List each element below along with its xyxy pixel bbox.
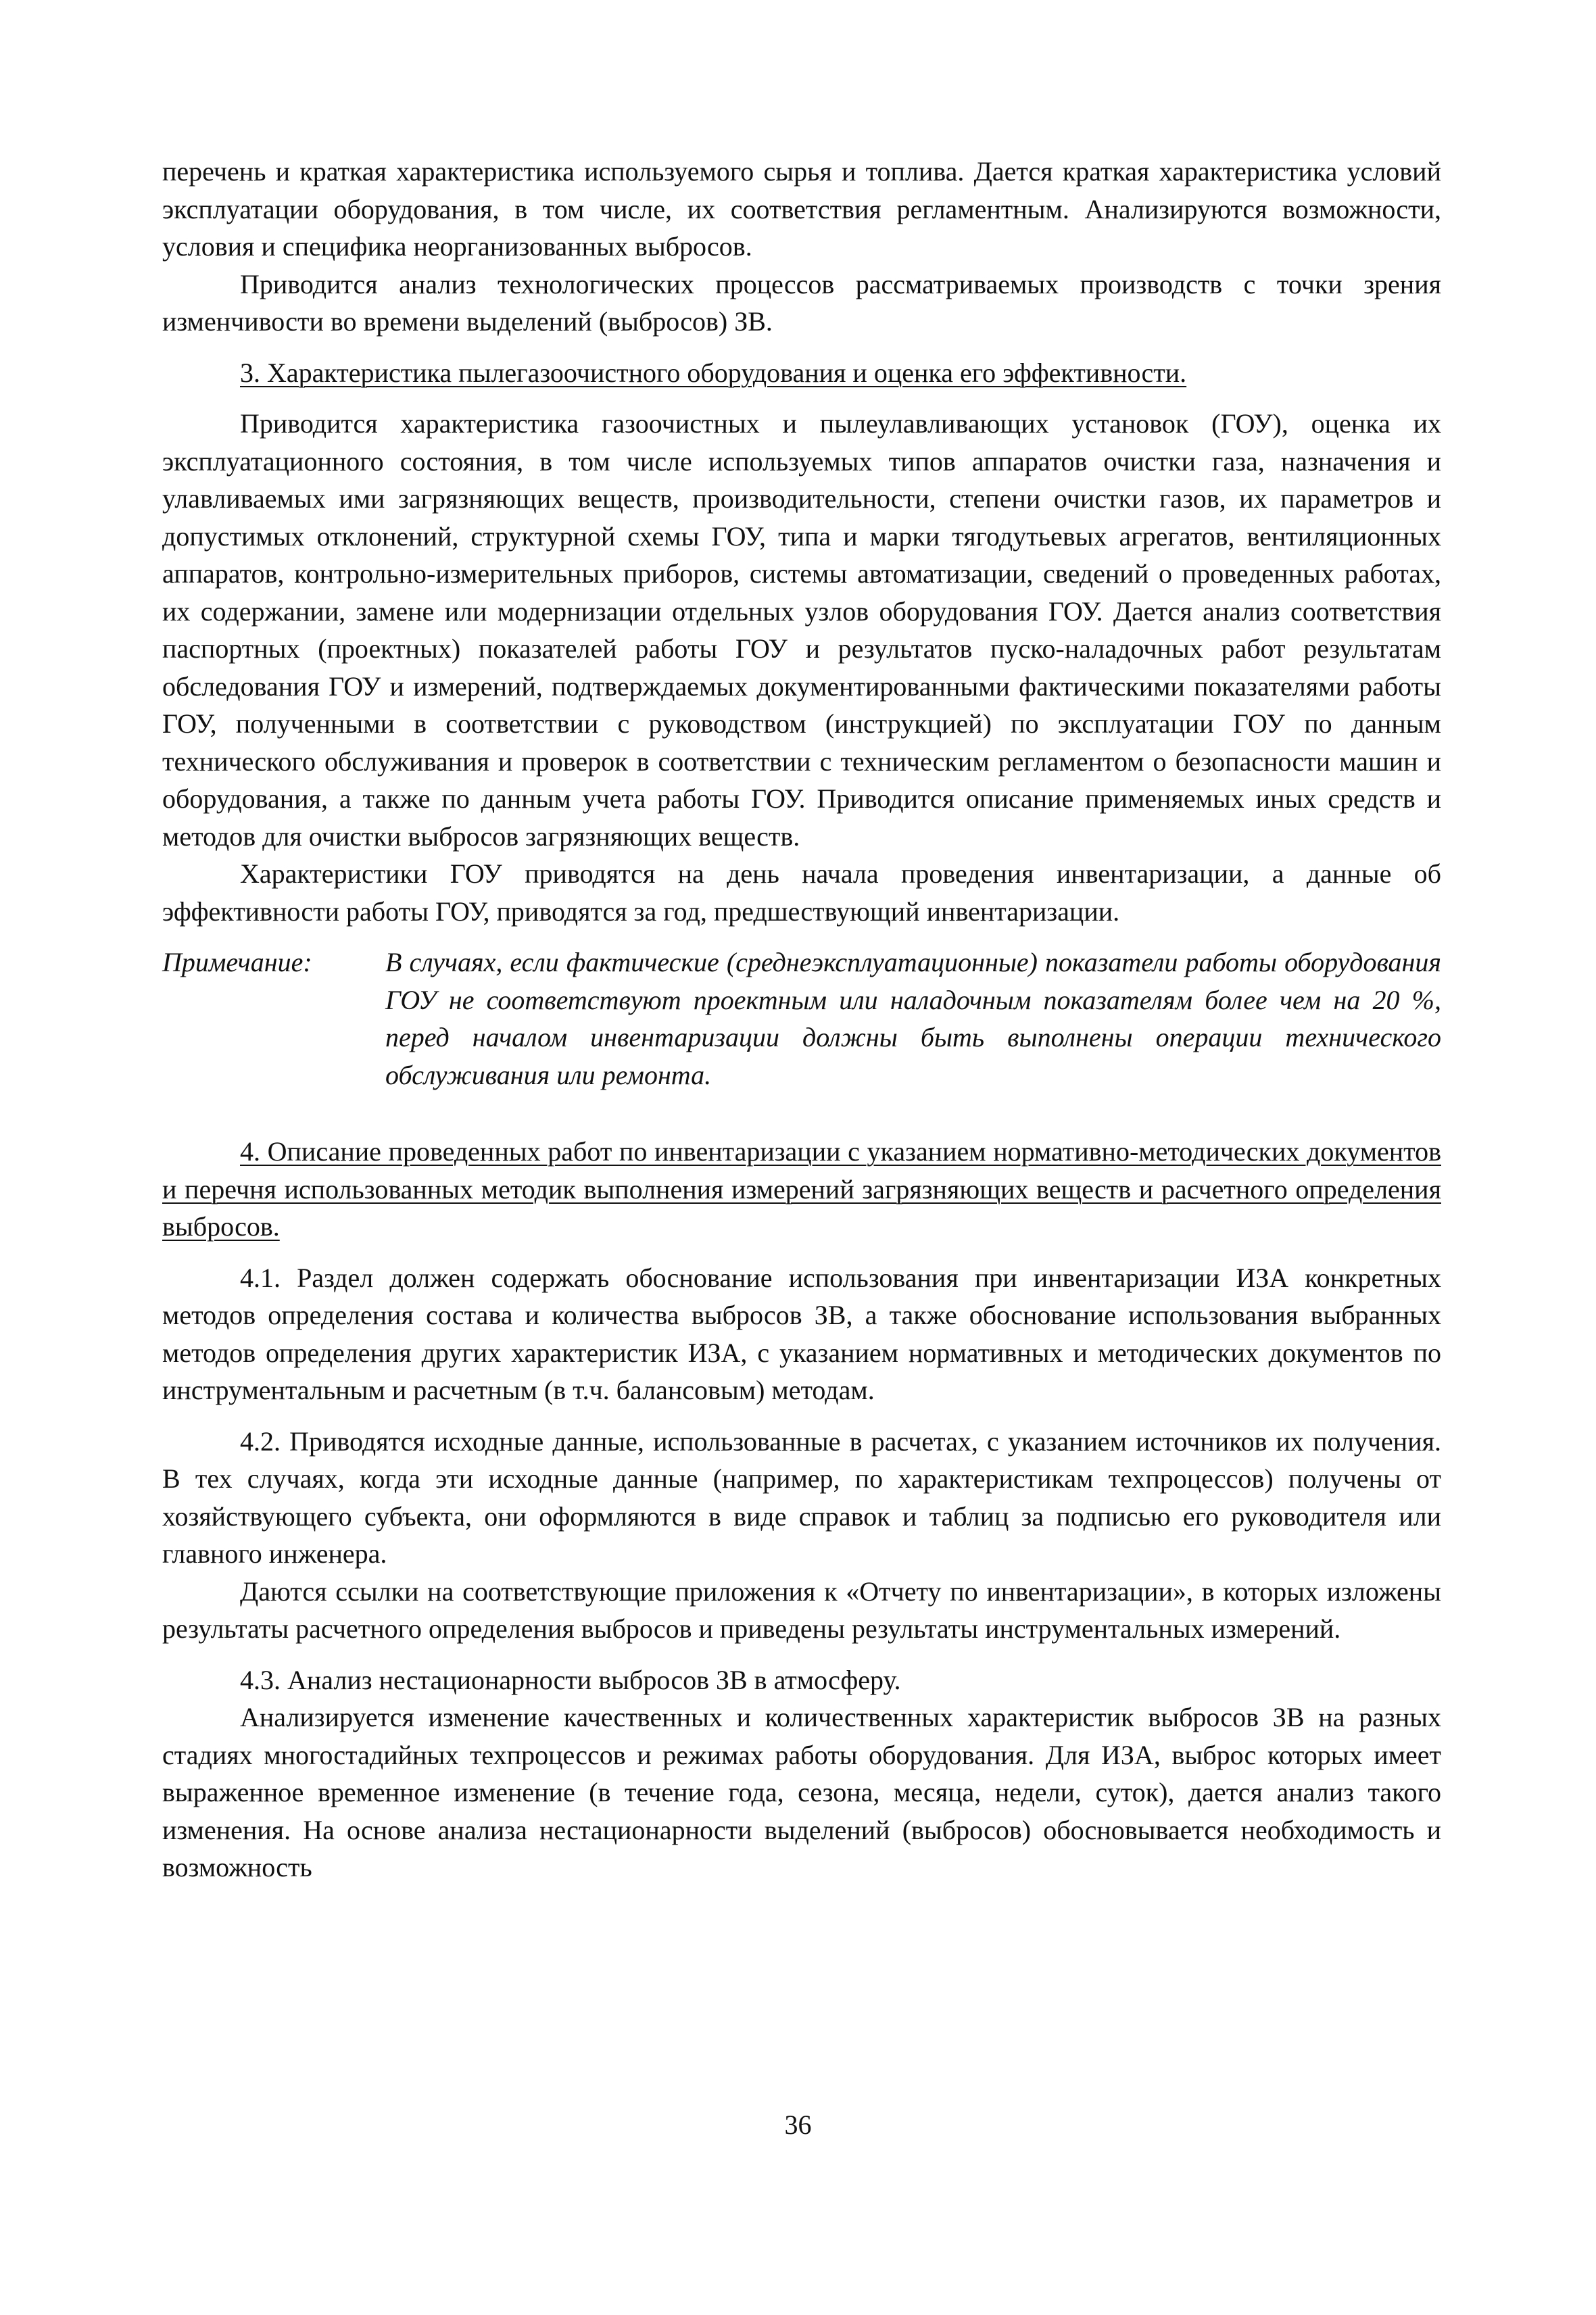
note-label: Примечание: — [162, 947, 312, 977]
paragraph-gou-dates: Характеристики ГОУ приводятся на день начала проведения инвентаризации, а данные об эффективности работы ГОУ, приводятся за год, предшествующий инвентаризации. — [162, 858, 1441, 927]
paragraph-4-1: 4.1. Раздел должен содержать обоснование использования при инвентаризации ИЗА конкретных методов определения состава и количества выбросов ЗВ, а также обоснование использования выбранных методов определения других характеристик ИЗА, с указанием нормативных и методических документов по инструментальным и расчетным (в т.ч. балансовым) методам. — [162, 1262, 1441, 1405]
section-4-heading-text: 4. Описание проведенных работ по инвентаризации с указанием нормативно-методических документов и перечня использованных методик выполнения измерений загрязняющих веществ и расчетного определения выбросов. — [162, 1136, 1441, 1242]
paragraph-4-2-references: Даются ссылки на соответствующие приложения к «Отчету по инвентаризации», в которых изложены результаты расчетного определения выбросов и приведены результаты инструментальных измерений. — [162, 1576, 1441, 1644]
paragraph-4-2: 4.2. Приводятся исходные данные, использованные в расчетах, с указанием источников их получения. В тех случаях, когда эти исходные данные (например, по характеристикам техпроцессов) получены от хозяйствующего субъекта, они оформляются в виде справок и таблиц за подписью его руководителя или главного инженера. — [162, 1425, 1441, 1569]
note-block — [162, 944, 1441, 1094]
paragraph-raw-materials: перечень и краткая характеристика используемого сырья и топлива. Дается краткая характеристика условий эксплуатации оборудования, в том числе, их соответствия регламентным. Анализируются возможности, условия и специфика неорганизованных выбросов. — [162, 156, 1441, 262]
paragraph-4-3-analysis: Анализируется изменение качественных и количественных характеристик выбросов ЗВ на разных стадиях многостадийных техпроцессов и режимах работы оборудования. Для ИЗА, выброс которых имеет выраженное временное изменение (в течение года, сезона, месяца, недели, суток), дается анализ такого изменения. На основе анализа нестационарности выделений (выбросов) обосновывается необходимость и возможность — [162, 1702, 1441, 1882]
section-3-heading — [162, 354, 1441, 392]
paragraph-process-analysis: Приводится анализ технологических процессов рассматриваемых производств с точки зрения изменчивости во времени выделений (выбросов) ЗВ. — [162, 268, 1441, 337]
page-number: 36 — [784, 2110, 812, 2140]
note-text: В случаях, если фактические (среднеэксплуатационные) показатели работы оборудования ГОУ не соответствуют проектным или наладочным показателям более чем на 20 %, перед началом инвентаризации должны быть выполнены операции технического обслуживания или ремонта. — [385, 947, 1441, 1090]
paragraph-4-3: 4.3. Анализ нестационарности выбросов ЗВ в атмосферу. — [240, 1664, 901, 1695]
document-body — [162, 153, 1441, 1886]
section-4-heading — [162, 1133, 1441, 1246]
section-3-heading-text: 3. Характеристика пылегазоочистного оборудования и оценка его эффективности. — [240, 357, 1187, 388]
paragraph-gou-characteristics: Приводится характеристика газоочистных и пылеулавливающих установок (ГОУ), оценка их эксплуатационного состояния, в том числе используемых типов аппаратов очистки газа, назначения и улавливаемых ими загрязняющих веществ, производительности, степени очистки газов, их параметров и допустимых отклонений, структурной схемы ГОУ, типа и марки тягодутьевых агрегатов, вентиляционных аппаратов, контрольно-измерительных приборов, системы автоматизации, сведений о проведенных работах, их содержании, замене или модернизации отдельных узлов оборудования ГОУ. Дается анализ соответствия паспортных (проектных) показателей работы ГОУ и результатов пуско-наладочных работ результатам обследования ГОУ и измерений, подтверждаемых документированными фактическими показателями работы ГОУ, полученными в соответствии с руководством (инструкцией) по эксплуатации ГОУ по данным технического обслуживания и проверок в соответствии с техническим регламентом о безопасности машин и оборудования, а также по данным учета работы ГОУ. Приводится описание применяемых иных средств и методов для очистки выбросов загрязняющих веществ. — [162, 408, 1441, 852]
